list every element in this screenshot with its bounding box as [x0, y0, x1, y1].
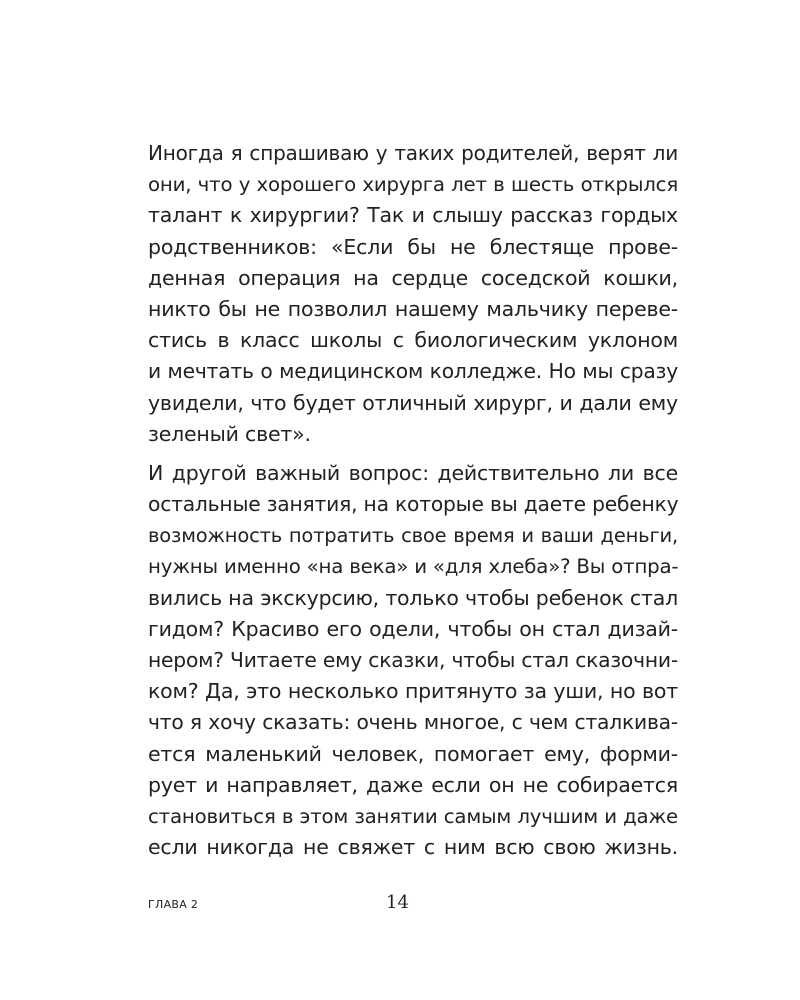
- text-line: зеленый свет».: [148, 421, 311, 446]
- text-line: стись в класс школы с биологическим уклоном: [148, 328, 678, 353]
- body-text: [148, 138, 678, 863]
- text-line: нужны именно «на века» и «для хлеба»? Вы отпра-: [148, 555, 679, 579]
- text-line: талант к хирургии? Так и слышу рассказ гордых: [148, 203, 678, 228]
- paragraph-2: [148, 458, 678, 863]
- text-line: никто бы не позволил нашему мальчику переве-: [148, 296, 678, 321]
- text-line: если никогда не свяжет с ним всю свою жизнь.: [148, 835, 678, 860]
- text-line: остальные занятия, на которые вы даете ребенку: [148, 492, 679, 517]
- text-line: ется маленький человек, помогает ему, форми-: [148, 741, 678, 766]
- page-number: 14: [386, 892, 409, 913]
- text-line: ком? Да, это несколько притянуто за уши, но вот: [148, 679, 678, 704]
- paragraph-spacer: [148, 450, 678, 458]
- text-line: денная операция на сердце соседской кошки,: [148, 265, 678, 290]
- text-line: что я хочу сказать: очень многое, с чем сталкива-: [148, 710, 678, 735]
- text-line: И другой важный вопрос: действительно ли все: [148, 460, 678, 485]
- text-line: рует и направляет, даже если он не собирается: [148, 772, 678, 797]
- text-line: становиться в этом занятии самым лучшим и даже: [148, 804, 678, 828]
- text-line: возможность потратить свое время и ваши деньги,: [148, 524, 678, 548]
- text-line: нером? Читаете ему сказки, чтобы стал сказочни-: [148, 648, 678, 672]
- text-line: Иногда я спрашиваю у таких родителей, верят ли: [148, 141, 678, 165]
- text-line: родственников: «Если бы не блестяще прове-: [148, 234, 678, 259]
- text-line: увидели, что будет отличный хирург, и дали ему: [148, 390, 678, 415]
- text-line: они, что у хорошего хирурга лет в шесть открылся: [148, 173, 678, 197]
- text-line: и мечтать о медицинском колледже. Но мы сразу: [148, 359, 678, 384]
- text-line: гидом? Красиво его одели, чтобы он стал дизай-: [148, 616, 678, 641]
- chapter-label: ГЛАВА 2: [148, 898, 199, 911]
- text-line: вились на экскурсию, только чтобы ребенок стал: [148, 585, 678, 610]
- paragraph-1: [148, 138, 678, 450]
